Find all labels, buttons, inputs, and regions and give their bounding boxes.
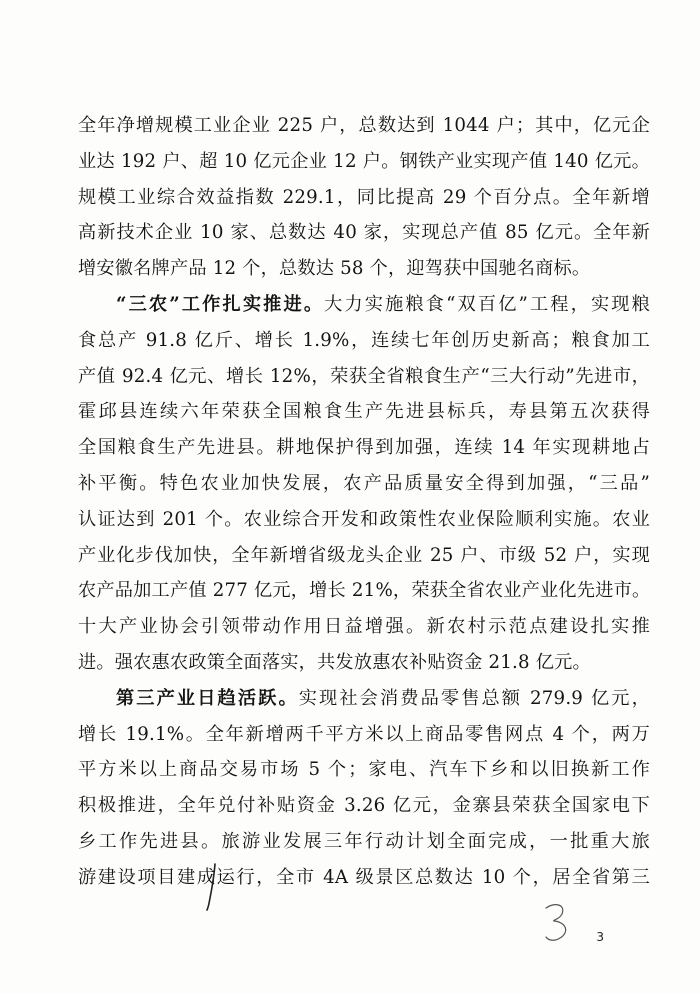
paragraph-2-line-10: 十大产业协会引领带动作用日益增强。新农村示范点建设扎实推 [78,616,650,638]
paragraph-2-line-4: 霍邱县连续六年荣获全国粮食生产先进县标兵，寿县第五次获得 [78,401,650,423]
paragraph-3-line-6: 游建设项目建成运行，全市 4A 级景区总数达 10 个，居全省第三 [78,866,650,888]
paragraph-3-line-2: 增长 19.1%。全年新增两千平方米以上商品零售网点 4 个，两万 [78,723,650,745]
paragraph-1-line-1: 全年净增规模工业企业 225 户，总数达到 1044 户；其中，亿元企 [78,115,650,136]
paragraph-2-line-7: 认证达到 201 个。农业综合开发和政策性农业保险顺利实施。农业 [78,508,650,530]
paragraph-2-line-9: 农产品加工产值 277 亿元，增长 21%，荣获全省农业产业化先进市。 [78,580,650,602]
paragraph-2-heading: “三农”工作扎实推进。 [116,293,325,315]
paragraph-1-line-2: 业达 192 户、超 10 亿元企业 12 户。钢铁产业实现产值 140 亿元。 [78,150,650,172]
paragraph-1-line-5: 增安徽名牌产品 12 个，总数达 58 个，迎驾获中国驰名商标。 [78,258,591,280]
paragraph-2-line-11: 进。强农惠农政策全面落实，共发放惠农补贴资金 21.8 亿元。 [78,651,591,673]
paragraph-2-line-5: 全国粮食生产先进县。耕地保护得到加强，连续 14 年实现耕地占 [78,437,650,459]
pen-stroke-mark [200,862,230,912]
paragraph-1-line-3: 规模工业综合效益指数 229.1，同比提高 29 个百分点。全年新增 [78,186,650,208]
body-text [78,108,650,896]
paragraph-2-line-2: 食总产 91.8 亿斤、增长 1.9%，连续七年创历史新高；粮食加工 [78,329,650,351]
handwritten-page-mark [540,900,576,944]
paragraph-3-line-3: 平方米以上商品交易市场 5 个；家电、汽车下乡和以旧换新工作 [78,759,650,781]
paragraph-3-first-line [78,681,650,717]
paragraph-3-heading: 第三产业日趋活跃。 [116,687,299,709]
page-number: 3 [596,930,604,944]
paragraph-2-line-8: 产业化步伐加快，全年新增省级龙头企业 25 户、市级 52 户，实现 [78,544,650,566]
paragraph-2-first-line-text: 大力实施粮食“双百亿”工程，实现粮 [324,293,650,315]
paragraph-3-first-line-text: 实现社会消费品零售总额 279.9 亿元， [298,687,650,709]
paragraph-1-line-4: 高新技术企业 10 家、总数达 40 家，实现总产值 85 亿元。全年新 [78,222,650,244]
paragraph-2-first-line [78,287,650,323]
paragraph-2-line-3: 产值 92.4 亿元、增长 12%，荣获全省粮食生产“三大行动”先进市， [78,365,650,387]
paragraph-3-line-5: 乡工作先进县。旅游业发展三年行动计划全面完成，一批重大旅 [78,830,650,852]
paragraph-3-line-4: 积极推进，全年兑付补贴资金 3.26 亿元，金寨县荣获全国家电下 [78,795,650,817]
paragraph-2-line-6: 补平衡。特色农业加快发展，农产品质量安全得到加强，“三品” [78,472,650,494]
